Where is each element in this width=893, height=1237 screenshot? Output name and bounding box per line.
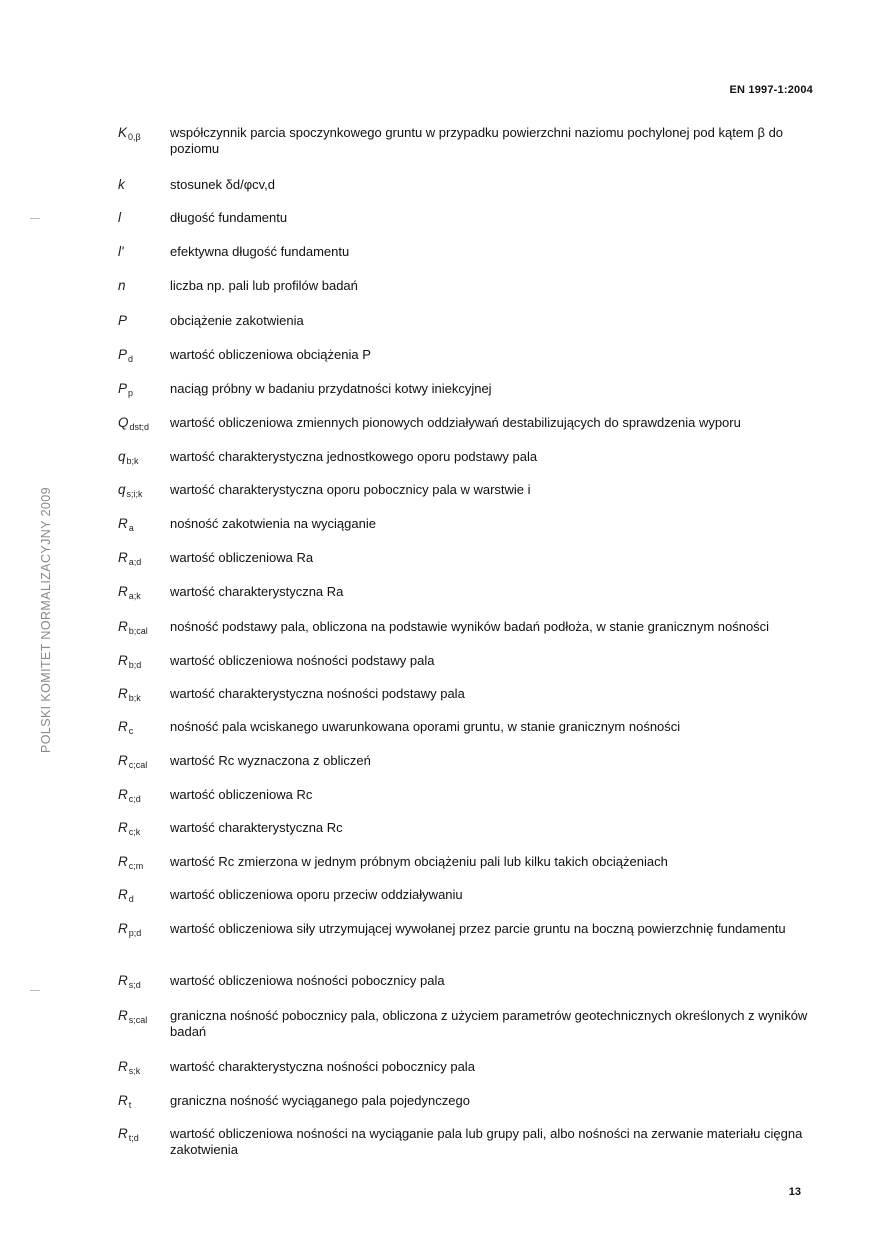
symbol-description: wartość obliczeniowa nośności na wyciąganie pala lub grupy pali, albo nośności na zerwanie materiału cięgna zakotwienia: [170, 1126, 803, 1157]
standard-reference: EN 1997-1:2004: [729, 84, 813, 96]
symbol-description: wartość obliczeniowa siły utrzymującej wywołanej przez parcie gruntu na boczną powierzchnię fundamentu: [170, 921, 786, 936]
symbol-description: współczynnik parcia spoczynkowego gruntu w przypadku powierzchni naziomu pochylonej pod kątem β do poziomu: [170, 125, 784, 156]
symbol: $K_{0,\beta}$: [118, 125, 141, 142]
symbol: $R_{t;d}$: [118, 1126, 139, 1143]
side-watermark: POLSKI KOMITET NORMALIZACYJNY 2009: [39, 487, 53, 753]
symbol-description: wartość obliczeniowa nośności pobocznicy pala: [170, 973, 445, 988]
symbol: $R_{c;m}$: [118, 854, 144, 871]
symbol: k: [118, 177, 125, 192]
symbol: $R_{a;d}$: [118, 550, 142, 567]
symbol: $R_{b;k}$: [118, 686, 141, 703]
symbol: $P_d$: [118, 347, 134, 364]
symbol: P: [118, 313, 128, 328]
symbol: $R_{c;cal}$: [118, 753, 148, 770]
symbol: l: [118, 210, 121, 225]
symbol: $R_{a;k}$: [118, 584, 141, 601]
symbol-description: wartość obliczeniowa Rc: [170, 787, 313, 802]
symbol-description: obciążenie zakotwienia: [170, 313, 304, 328]
symbol: $q_{b;k}$: [118, 449, 139, 466]
symbol-description: graniczna nośność pobocznicy pala, obliczona z użyciem parametrów geotechnicznych określonych z wyników badań: [170, 1008, 808, 1039]
symbol: $P_p$: [118, 381, 134, 398]
symbol-description: wartość charakterystyczna jednostkowego oporu podstawy pala: [170, 449, 538, 464]
symbol-description: wartość charakterystyczna nośności podstawy pala: [170, 686, 465, 701]
symbol-description: wartość obliczeniowa oporu przeciw oddziaływaniu: [170, 887, 463, 902]
symbol: $Q_{dst;d}$: [118, 415, 150, 432]
symbol-description: nośność zakotwienia na wyciąganie: [170, 516, 376, 531]
symbol-description: wartość Rc zmierzona w jednym próbnym obciążeniu pali lub kilku takich obciążeniach: [170, 854, 668, 869]
symbol: l': [118, 244, 124, 259]
symbol: $q_{s;i;k}$: [118, 482, 143, 499]
symbol-description: naciąg próbny w badaniu przydatności kotwy iniekcyjnej: [170, 381, 492, 396]
symbol: $R_{b;d}$: [118, 653, 142, 670]
symbol-description: wartość obliczeniowa nośności podstawy pala: [170, 653, 435, 668]
symbol-description: długość fundamentu: [170, 210, 288, 225]
symbol-description: efektywna długość fundamentu: [170, 244, 350, 259]
symbol: $R_t$: [118, 1093, 132, 1110]
symbol-description: wartość charakterystyczna Ra: [170, 584, 344, 599]
symbol: $R_{c;k}$: [118, 820, 141, 837]
symbol-description: wartość obliczeniowa zmiennych pionowych oddziaływań destabilizujących do sprawdzenia wyporu: [170, 415, 741, 430]
symbol-description: wartość charakterystyczna nośności pobocznicy pala: [170, 1059, 475, 1074]
symbol: $R_{c;d}$: [118, 787, 141, 804]
symbol: n: [118, 278, 126, 293]
symbol: $R_{p;d}$: [118, 921, 142, 938]
symbol-description: wartość charakterystyczna oporu pobocznicy pala w warstwie i: [170, 482, 531, 497]
symbol: $R_{s;cal}$: [118, 1008, 148, 1025]
symbol-description: wartość obliczeniowa obciążenia P: [170, 347, 371, 362]
margin-tick: [30, 990, 40, 991]
symbol-description: graniczna nośność wyciąganego pala pojedynczego: [170, 1093, 470, 1108]
symbol: $R_a$: [118, 516, 134, 533]
symbol-description: stosunek δd/φcv,d: [170, 177, 276, 192]
symbol: $R_{s;k}$: [118, 1059, 141, 1076]
symbol-description: wartość charakterystyczna Rc: [170, 820, 343, 835]
symbol-description: nośność pala wciskanego uwarunkowana oporami gruntu, w stanie granicznym nośności: [170, 719, 681, 734]
symbol: $R_{s;d}$: [118, 973, 141, 990]
symbol: $R_{b;cal}$: [118, 619, 148, 636]
symbol-description: nośność podstawy pala, obliczona na podstawie wyników badań podłoża, w stanie granicznym nośności: [170, 619, 770, 634]
margin-tick: [30, 218, 40, 219]
symbol-description: liczba np. pali lub profilów badań: [170, 278, 358, 293]
symbol-description: wartość Rc wyznaczona z obliczeń: [170, 753, 371, 768]
symbol-description: wartość obliczeniowa Ra: [170, 550, 314, 565]
symbol: $R_d$: [118, 887, 134, 904]
page-number: 13: [788, 1186, 801, 1198]
symbol: $R_c$: [118, 719, 134, 736]
